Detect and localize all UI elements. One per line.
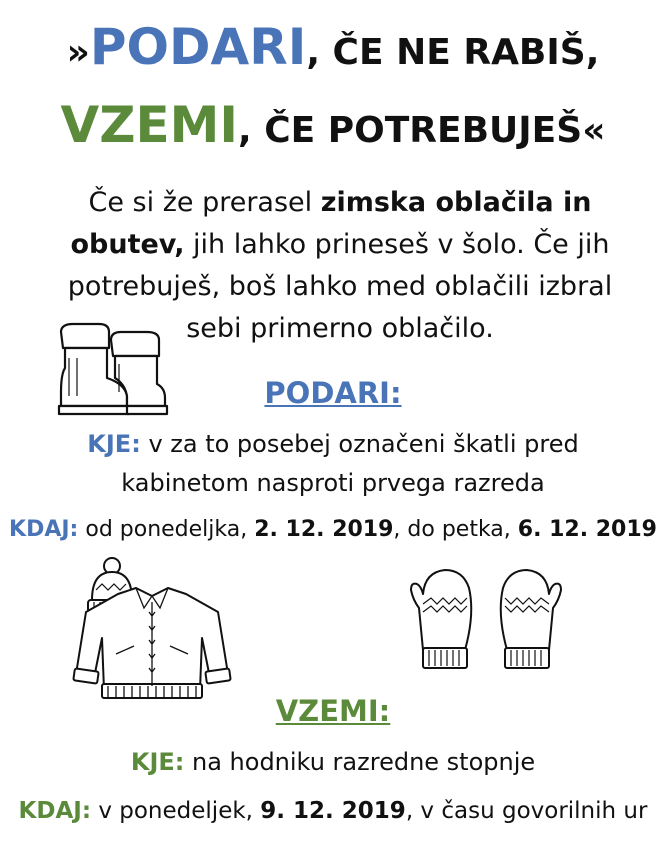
podari-kdaj-date2: 6. 12. 2019 [517,517,657,542]
intro-part-1: Če si že prerasel [88,187,321,218]
podari-kdaj-b: , do petka, [393,517,518,542]
title-line-2 [0,96,666,154]
vzemi-kdaj-label: KDAJ: [18,798,92,824]
podari-kje-text: v za to posebej označeni škatli pred [140,430,579,458]
jacket-icon [72,582,232,704]
vzemi-kje-text: na hodniku razredne stopnje [184,748,536,776]
title-vzemi: VZEMI [60,96,238,154]
intro-part-2: jih lahko prineseš v šolo. Če jih potrebuješ, boš lahko med oblačili izbral sebi primerno oblačilo. [67,229,613,344]
vzemi-kdaj-b: , v času govorilnih ur [405,798,648,824]
podari-kdaj-label: KDAJ: [9,517,79,542]
intro-bold: zimska oblačila in obutev, [70,187,592,260]
title-podari: PODARI [89,18,307,76]
podari-heading: PODARI: [264,376,402,410]
podari-kje-line-2: kabinetom nasproti prvega razreda [121,469,545,497]
vzemi-kdaj-date: 9. 12. 2019 [260,798,406,824]
podari-kje-line [0,430,666,458]
vzemi-heading: VZEMI: [275,694,391,728]
podari-kje-label: KJE: [87,430,141,458]
podari-kdaj-date1: 2. 12. 2019 [254,517,394,542]
vzemi-kje-line [0,748,666,776]
podari-kdaj-line [0,517,666,542]
title-line-1 [0,18,666,76]
vzemi-kdaj-line [0,798,666,824]
vzemi-kje-label: KJE: [130,748,185,776]
mittens-icon [405,564,567,672]
title-rest-1: , ČE NE RABIŠ, [306,32,600,73]
title-rest-2: , ČE POTREBUJEŠ« [238,110,606,151]
title-quote-open: » [66,32,90,73]
vzemi-kdaj-a: v ponedeljek, [91,798,261,824]
podari-kdaj-a: od ponedeljka, [78,517,255,542]
